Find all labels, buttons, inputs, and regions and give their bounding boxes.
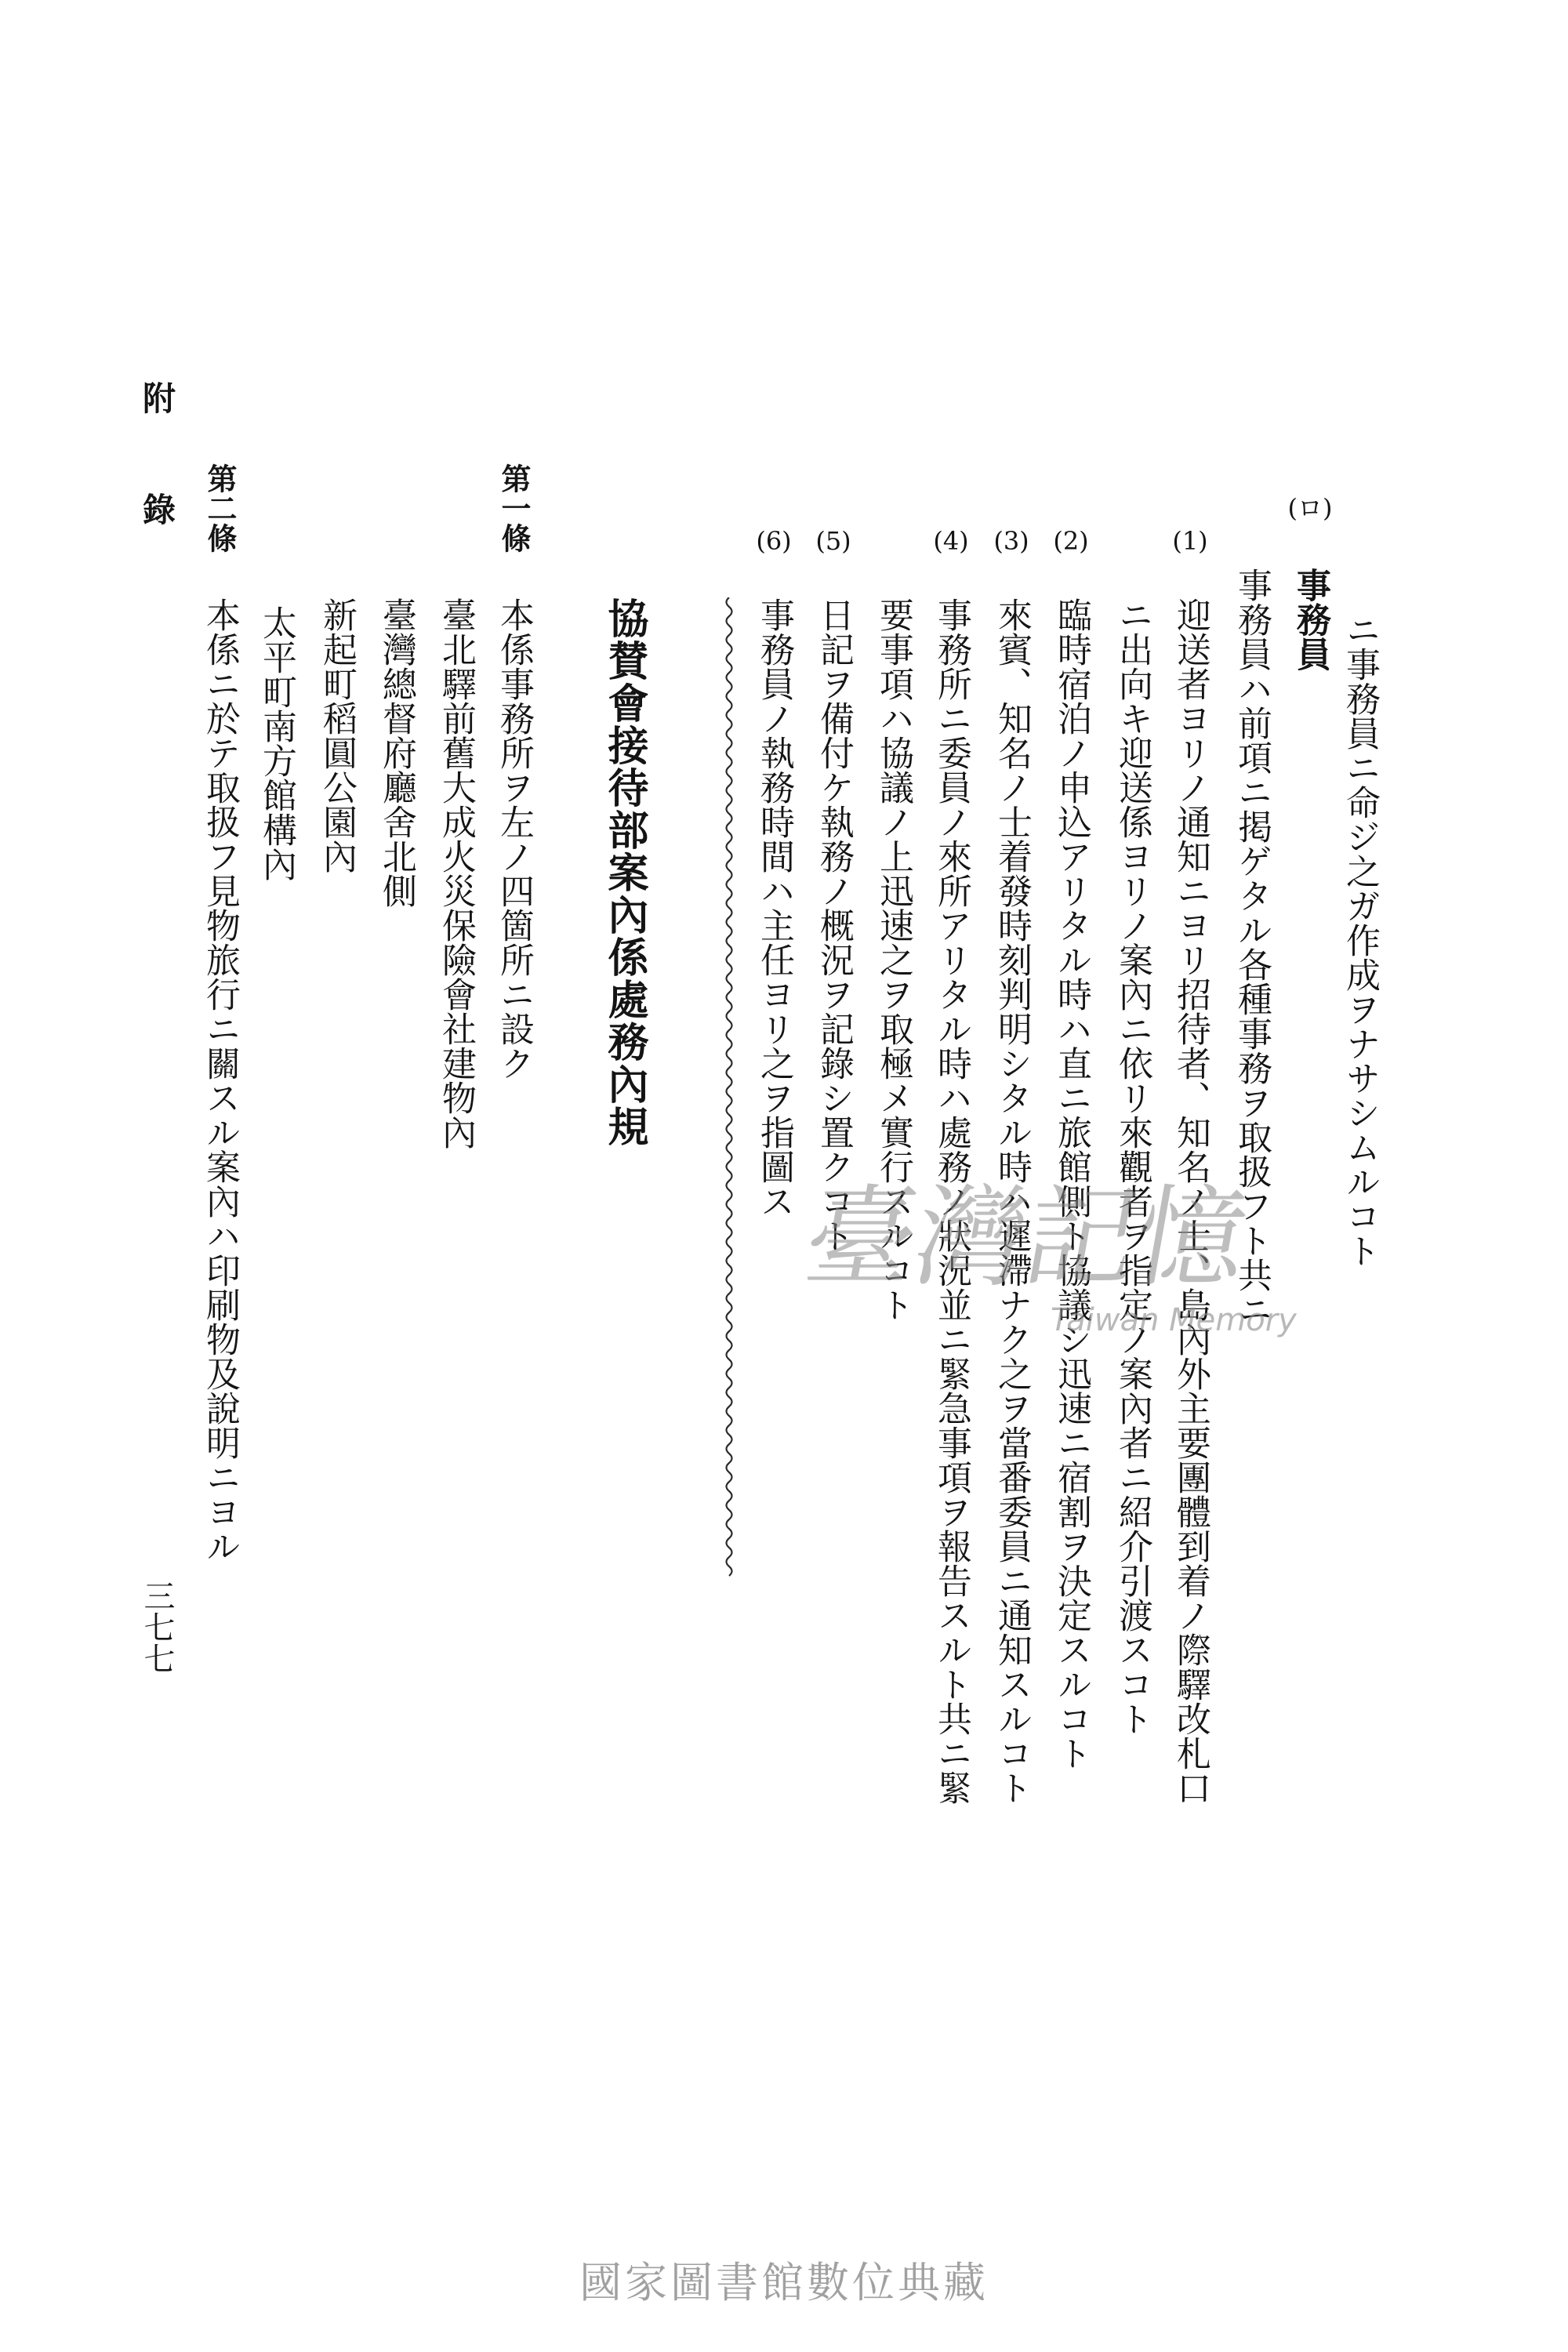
duty-marker: (6)	[756, 526, 792, 556]
footer-credit: 國家圖書館數位典藏	[579, 2258, 989, 2307]
item-heading: 事務員	[1290, 568, 1330, 671]
duty-line: 事務所ニ委員ノ來所アリタル時ハ處務ノ狀況並ニ緊急事項ヲ報告スルト共ニ緊	[931, 597, 971, 1805]
watermark-subtitle: Taiwan Memory	[1051, 1302, 1297, 1338]
duty-line: 臨時宿泊ノ申込アリタル時ハ直ニ旅館側ト協議シ迅速ニ宿割ヲ決定スルコト	[1051, 597, 1091, 1770]
duty-marker: (3)	[993, 526, 1029, 556]
duty-marker: (4)	[933, 526, 969, 556]
location-item: 臺北驛前舊大成火災保險會社建物內	[436, 597, 476, 1149]
duty-line: 要事項ハ協議ノ上迅速之ヲ取極メ實行スルコト	[873, 597, 913, 1322]
article-label: 第二條	[202, 463, 238, 553]
watermark-logo: 臺灣記憶	[795, 1174, 1258, 1302]
item-intro: 事務員ハ前項ニ掲ゲタル各種事務ヲ取扱フト共ニ	[1232, 568, 1272, 1327]
article-label: 第一條	[496, 463, 532, 553]
duty-line: ニ出向キ迎送係ヨリノ案內ニ依リ來觀者ヲ指定ノ案內者ニ紹介引渡スコト	[1112, 597, 1152, 1736]
duty-line: 來賓、知名ノ士着發時刻判明シタル時ハ遲滯ナク之ヲ當番委員ニ通知スルコト	[992, 597, 1032, 1805]
duty-marker: (2)	[1053, 526, 1089, 556]
item-marker: (ロ)	[1287, 493, 1333, 523]
location-item: 太平町南方館構內	[256, 605, 296, 881]
page-number: 三七七	[139, 1580, 175, 1674]
continuation-line: ニ事務員ニ命ジ之ガ作成ヲナサシムルコト	[1340, 612, 1380, 1268]
article-text: 本係ニ於テ取扱フ見物旅行ニ關スル案內ハ印刷物及說明ニヨル	[200, 597, 240, 1563]
duty-line: 事務員ノ執務時間ハ主任ヨリ之ヲ指圖ス	[754, 597, 794, 1218]
location-item: 新起町稻圓公園內	[317, 597, 357, 873]
duty-line: 日記ヲ備付ケ執務ノ概況ヲ記錄シ置クコト	[814, 597, 854, 1253]
duty-marker: (1)	[1172, 526, 1208, 556]
duty-line: 迎送者ヨリノ通知ニヨリ招待者、知名ノ士、島內外主要團體到着ノ際驛改札口	[1171, 597, 1210, 1805]
wavy-divider	[720, 597, 739, 1584]
duty-marker: (5)	[815, 526, 851, 556]
location-item: 臺灣總督府廳舍北側	[376, 597, 416, 908]
running-head: 附錄	[138, 381, 176, 604]
regulation-title: 協賛會接待部案內係處務內規	[601, 597, 648, 1148]
article-text: 本係事務所ヲ左ノ四箇所ニ設ク	[494, 597, 534, 1080]
